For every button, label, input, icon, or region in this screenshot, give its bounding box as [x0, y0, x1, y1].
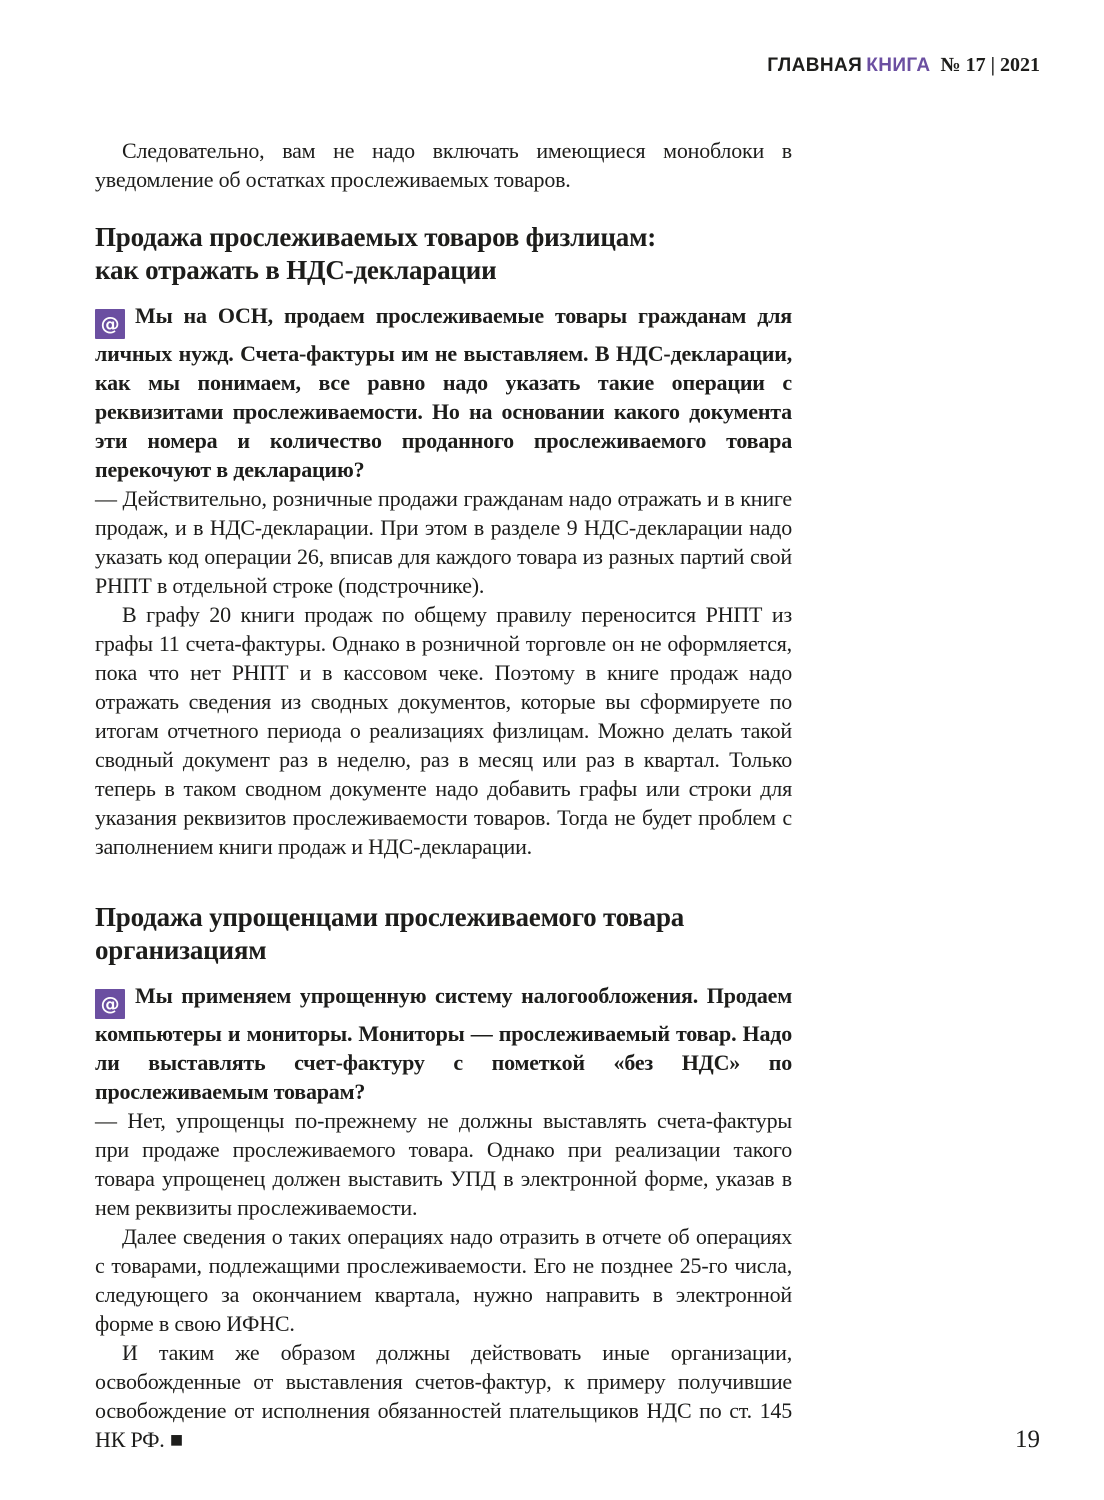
section-2-heading-line-2: организациям [95, 935, 267, 965]
section-2-heading-line-1: Продажа упрощенцами прослеживаемого товара [95, 902, 685, 932]
section-2-heading [95, 901, 792, 967]
at-icon: @ [95, 989, 125, 1019]
section-1-heading-line-2: как отражать в НДС-декларации [95, 255, 497, 285]
magazine-title-purple: КНИГА [866, 55, 931, 76]
page-number: 19 [1015, 1426, 1040, 1453]
at-icon: @ [95, 309, 125, 339]
section-1-answer-paragraph: — Действительно, розничные продажи гражданам надо отражать и в книге продаж, и в НДС-декларации. При этом в разделе 9 НДС-декларации надо указать код операции 26, вписав для каждого товара из разных партий свой РНПТ в отдельной строке (подстрочнике). [95, 486, 792, 598]
page-header [767, 54, 1040, 77]
article-body [95, 136, 792, 1454]
lead-paragraph: Следовательно, вам не надо включать имеющиеся моноблоки в уведомление об остатках прослеживаемых товаров. [95, 138, 792, 192]
section-spacer [95, 861, 792, 874]
magazine-title-black: ГЛАВНАЯ [767, 55, 863, 76]
section-2-question-text: Мы применяем упрощенную систему налогообложения. Продаем компьютеры и мониторы. Мониторы — прослеживаемый товар. Надо ли выставлять счет-фактуру с пометкой «без НДС» по прослеживаемым товарам? [95, 983, 792, 1104]
section-2-answer-paragraph: — Нет, упрощенцы по-прежнему не должны выставлять счета-фактуры при продаже прослеживаемого товара. Однако при реализации такого товара упрощенец должен выставить УПД в электронной форме, указав в нем реквизиты прослеживаемости. [95, 1108, 792, 1220]
section-1-question-text: Мы на ОСН, продаем прослеживаемые товары гражданам для личных нужд. Счета-фактуры им не выставляем. В НДС-декларации, как мы понимаем, все равно надо указать такие операции с реквизитами прослеживаемости. Но на основании какого документа эти номера и количество проданного прослеживаемого товара перекочуют в декларацию? [95, 303, 792, 482]
issue-info: № 17 | 2021 [940, 54, 1040, 76]
section-1-heading-line-1: Продажа прослеживаемых товаров физлицам: [95, 222, 657, 252]
section-2-answer-paragraph: Далее сведения о таких операциях надо отразить в отчете об операциях с товарами, подлежащими прослеживаемости. Его не позднее 25-го числа, следующего за окончанием квартала, нужно направить в электронной форме в свою ИФНС. [95, 1224, 792, 1336]
section-1-question [95, 301, 792, 484]
section-2-answer-paragraph: И таким же образом должны действовать иные организации, освобожденные от выставления счетов-фактур, к примеру получившие освобождение от исполнения обязанностей плательщиков НДС по ст. 145 НК РФ. ■ [95, 1340, 792, 1452]
section-1-heading [95, 221, 792, 287]
section-2-question [95, 981, 792, 1106]
section-1-answer-paragraph: В графу 20 книги продаж по общему правилу переносится РНПТ из графы 11 счета-фактуры. Однако в розничной торговле он не оформляется, пока что нет РНПТ и в кассовом чеке. Поэтому в книге продаж надо отражать сведения из сводных документов, которые вы сформируете по итогам отчетного периода о реализациях физлицам. Можно делать такой сводный документ раз в неделю, раз в месяц или раз в квартал. Только теперь в таком сводном документе надо добавить графы или строки для указания реквизитов прослеживаемости товаров. Тогда не будет проблем с заполнением книги продаж и НДС-декларации. [95, 602, 792, 859]
